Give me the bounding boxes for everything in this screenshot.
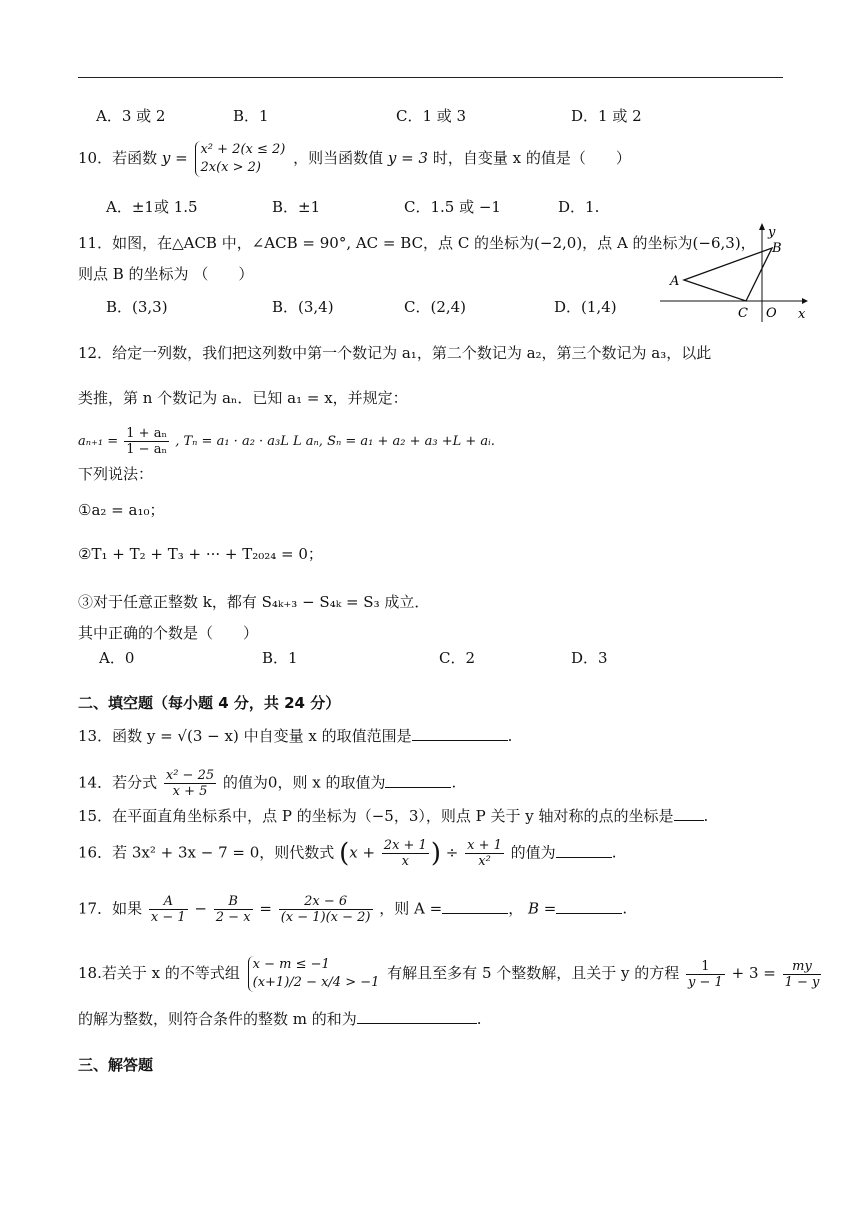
q11-option-b: B．(3,4) (272, 298, 334, 316)
q9-option-c: C．1 或 3 (396, 107, 467, 125)
q12-formula-numerator: 1 + aₙ (126, 426, 168, 441)
q18-answer-blank[interactable] (357, 1009, 477, 1024)
q17-numerator-3: 2x − 6 (279, 894, 373, 910)
q17-post: . (622, 899, 628, 918)
q18-inequality-2: (x+1)/2 − x/4 > −1 (252, 975, 380, 990)
q16-post: . (611, 843, 617, 862)
q16-fraction-2 (465, 838, 504, 869)
q14-mid: 的值为0，则 x 的取值为 (222, 773, 386, 792)
q16-denominator-1: x (401, 854, 409, 869)
q12-formula-fraction (124, 426, 169, 457)
q10-mid: ，则当函数值 (293, 149, 384, 167)
q12-statement-3: ③对于任意正整数 k，都有 S₄ₖ₊₃ − S₄ₖ = S₃ 成立． (78, 593, 430, 611)
q18-line-2 (78, 1009, 482, 1029)
label-o: O (766, 306, 777, 321)
q15-post: . (703, 807, 709, 825)
q14 (78, 768, 456, 799)
x-axis-arrow-icon (802, 298, 808, 304)
q9-option-b: B．1 (233, 107, 269, 125)
q10-piecewise (195, 141, 285, 177)
y-axis-arrow-icon (759, 223, 765, 230)
q17-minus: − (194, 899, 207, 918)
q11-line-2: 则点 B 的坐标为 （ ） (78, 265, 254, 283)
label-c: C (738, 306, 748, 321)
q13 (78, 726, 512, 746)
q16-left-paren: ( (339, 838, 350, 869)
q14-fraction (164, 768, 216, 799)
q18-denominator-2: 1 − y (784, 974, 820, 990)
q12-statement-2: ②T₁ + T₂ + T₃ + ··· + T₂₀₂₄ = 0； (78, 545, 323, 563)
q10-condition: y = 3 (387, 149, 429, 167)
q17-fraction-1 (149, 894, 188, 925)
q15-text: 15．在平面直角坐标系中，点 P 的坐标为（−5，3），则点 P 关于 y 轴对称的点的坐标是 (78, 807, 674, 825)
q16-fraction-1 (382, 838, 429, 869)
q16-divide: ÷ (445, 843, 459, 862)
q16-answer-blank[interactable] (556, 843, 612, 858)
q11-option-a: B．(3,3) (106, 298, 168, 316)
q18-inequality-system (248, 956, 380, 992)
q12-line-2: 类推，第 n 个数记为 aₙ．已知 a₁ = x，并规定： (78, 389, 408, 407)
q16-numerator-2: x + 1 (467, 838, 502, 853)
q18-numerator-2: my (783, 959, 822, 975)
q17-comma: ， (508, 899, 524, 918)
triangle-acb (684, 248, 772, 301)
q17-denominator-3: (x − 1)(x − 2) (280, 910, 371, 925)
q18-mid: 有解且至多有 5 个整数解，且关于 y 的方程 (387, 964, 680, 982)
q15-answer-blank[interactable] (674, 806, 704, 821)
q12-option-d: D．3 (571, 649, 608, 667)
q17-denominator-1: x − 1 (150, 910, 186, 925)
q12-formula-lhs: aₙ₊₁ = (78, 434, 119, 449)
q13-text: 13．函数 y = √(3 − x) 中自变量 x 的取值范围是 (78, 727, 412, 745)
q18-line-1 (78, 956, 823, 992)
q18-line-2-text: 的解为整数，则符合条件的整数 m 的和为 (78, 1010, 357, 1028)
q17-numerator-1: A (149, 894, 188, 910)
q16-right-paren: ) (430, 838, 441, 869)
q17-b-label: B = (528, 899, 557, 918)
q17-denominator-2: 2 − x (215, 910, 251, 925)
q10-option-b: B．±1 (272, 198, 321, 216)
q16-paren-pre: x + (349, 843, 376, 862)
q11-option-c: C．(2,4) (404, 298, 467, 316)
q12-option-a: A．0 (99, 649, 135, 667)
q17-pre: 17．如果 (78, 899, 143, 918)
q18-fraction-1 (686, 959, 725, 990)
section-3-heading: 三、解答题 (78, 1056, 154, 1074)
label-b: B (772, 241, 782, 256)
q17-fraction-2 (214, 894, 253, 925)
q14-denominator: x + 5 (172, 784, 208, 799)
header-rule (78, 77, 783, 78)
q17-mid: ，则 A = (379, 899, 443, 918)
q10-tail: 时，自变量 x 的值是（ ） (432, 149, 631, 167)
q12-question: 其中正确的个数是（ ） (78, 624, 259, 642)
q17 (78, 894, 627, 925)
q18-numerator-1: 1 (686, 959, 725, 975)
q12-formula (78, 426, 495, 457)
q17-equals: = (259, 899, 272, 918)
q10-case-2: 2x(x > 2) (200, 160, 261, 175)
q12-line-1: 12．给定一列数，我们把这列数中第一个数记为 a₁，第二个数记为 a₂，第三个数记为 a₃，以此 (78, 344, 712, 362)
q16-pre: 16．若 3x² + 3x − 7 = 0，则代数式 (78, 843, 335, 862)
section-2-heading: 二、填空题（每小题 4 分，共 24 分） (78, 694, 341, 712)
q18-plus: + 3 = (731, 964, 776, 982)
q9-option-a: A．3 或 2 (96, 107, 166, 125)
q10-option-c: C．1.5 或 −1 (404, 198, 501, 216)
q12-statements-title: 下列说法： (78, 465, 154, 483)
q12-option-c: C．2 (439, 649, 476, 667)
q16-numerator-1: 2x + 1 (383, 838, 427, 853)
q10-option-a: A．±1或 1.5 (106, 198, 198, 216)
q12-formula-denominator: 1 − aₙ (126, 442, 168, 457)
q18-pre: 18.若关于 x 的不等式组 (78, 964, 240, 982)
q13-post: . (507, 727, 513, 745)
q14-answer-blank[interactable] (385, 773, 451, 788)
q11-coordinate-figure (660, 222, 810, 324)
q17-fraction-3 (279, 894, 373, 925)
q10-number: 10．若函数 (78, 149, 158, 167)
q17-numerator-2: B (214, 894, 253, 910)
q18-denominator-1: y − 1 (688, 974, 723, 990)
q18-post: . (476, 1010, 482, 1028)
q9-option-d: D．1 或 2 (571, 107, 642, 125)
label-y: y (768, 225, 776, 240)
q11-option-d: D．(1,4) (554, 298, 617, 316)
q16-denominator-2: x² (478, 854, 491, 869)
q17-answer-blank-a[interactable] (442, 899, 508, 914)
q12-formula-rest: , Tₙ = a₁ · a₂ · a₃L L aₙ, Sₙ = a₁ + a₂ + a₃ +L + aᵢ. (175, 434, 495, 449)
q14-numerator: x² − 25 (165, 768, 215, 783)
q12-statement-1: ①a₂ = a₁₀； (78, 501, 165, 519)
q10-case-1: x² + 2(x ≤ 2) (200, 142, 286, 157)
q18-inequality-1: x − m ≤ −1 (252, 957, 330, 972)
q16 (78, 838, 616, 869)
q12-option-b: B．1 (262, 649, 298, 667)
q14-pre: 14．若分式 (78, 773, 158, 792)
q10-fn-lhs: y = (161, 149, 188, 167)
label-a: A (670, 274, 680, 289)
q10-stem (78, 141, 631, 177)
q11-line-1: 11．如图，在△ACB 中，∠ACB = 90°, AC = BC，点 C 的坐标为(−2,0)，点 A 的坐标为(−6,3)， (78, 234, 756, 252)
q14-post: . (451, 773, 457, 792)
q18-fraction-2 (783, 959, 822, 990)
label-x: x (798, 307, 806, 322)
q17-answer-blank-b[interactable] (556, 899, 622, 914)
q13-answer-blank[interactable] (412, 726, 508, 741)
q10-option-d: D．1. (558, 198, 600, 216)
q16-mid: 的值为 (510, 843, 556, 862)
q15 (78, 806, 708, 826)
